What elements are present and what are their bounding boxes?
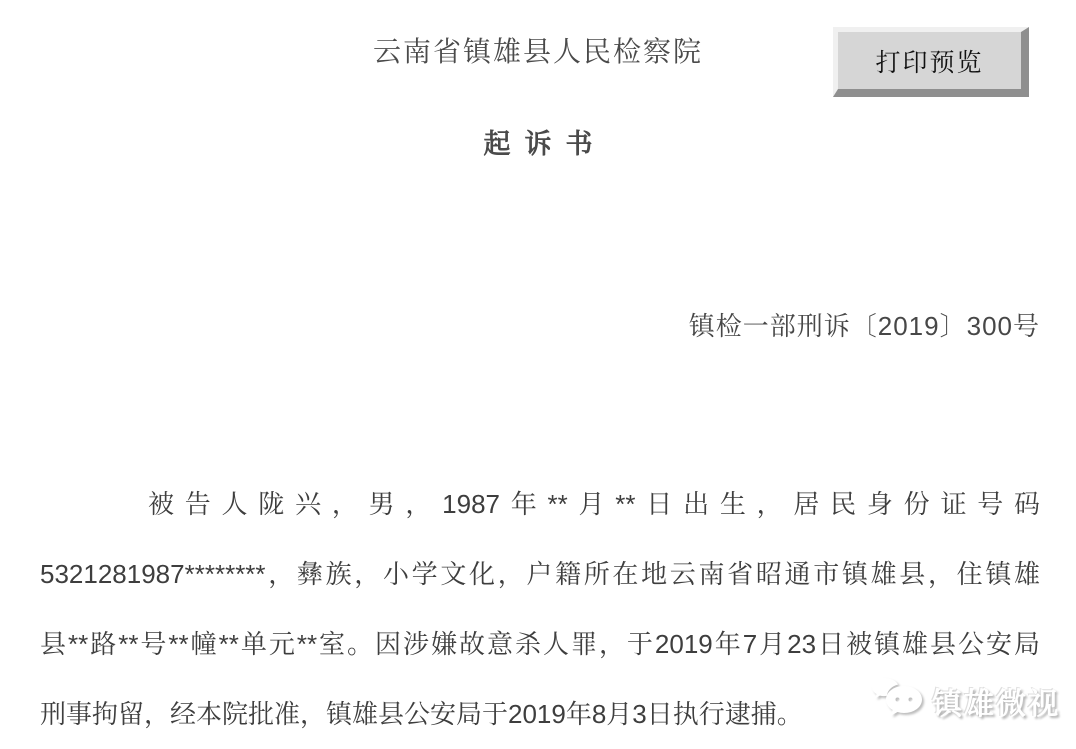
body-line: 县**路**号**幢**单元**室。因涉嫌故意杀人罪，于2019年7月23日被镇雄县公安局 — [40, 629, 1040, 659]
watermark-label: 镇雄微视 — [932, 688, 1060, 721]
body-line: 5321281987********，彝族，小学文化，户籍所在地云南省昭通市镇雄县，住镇雄 — [40, 559, 1040, 589]
doc-title: 起诉书 — [483, 129, 607, 159]
watermark — [870, 676, 1060, 726]
print-preview-button[interactable] — [833, 27, 1029, 97]
body-line: 刑事拘留，经本院批准，镇雄县公安局于2019年8月3日执行逮捕。 — [40, 699, 803, 729]
chat-bubbles-icon — [870, 676, 924, 726]
body-line: 被告人陇兴，男，1987年**月**日出生，居民身份证号码 — [148, 489, 1040, 519]
org-title: 云南省镇雄县人民检察院 — [372, 36, 703, 67]
case-number: 镇检一部刑诉〔2019〕300号 — [688, 311, 1040, 341]
print-preview-button-label: 打印预览 — [875, 48, 984, 77]
